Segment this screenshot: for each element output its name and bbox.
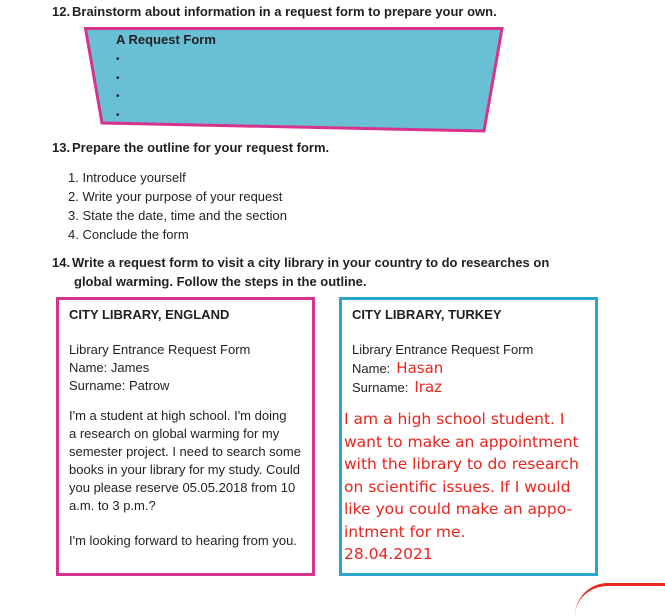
question-number: 12. [52,4,71,19]
handwritten-line: intment for me. [344,522,466,541]
letter-line: you please reserve 05.05.2018 from 10 [69,480,296,495]
england-form-box [56,297,315,576]
letter-line: I'm a student at high school. I'm doing [69,408,287,423]
box-title: CITY LIBRARY, TURKEY [352,307,502,322]
handwritten-name: Hasan [396,359,444,377]
name-line: Name: James [69,360,150,375]
brainstorm-title: A Request Form [116,32,216,47]
outline-item: 3. State the date, time and the section [68,208,287,223]
name-label: Name: [352,361,391,376]
question-number: 14. [52,255,71,270]
bullet-item: • [116,91,120,102]
outline-item: 4. Conclude the form [68,227,189,242]
turkey-form-box [339,297,598,576]
surname-line [352,378,533,397]
question-13 [52,138,329,157]
question-text: Prepare the outline for your request form. [72,140,330,155]
letter-line: a research on global warming for my [69,426,280,441]
handwritten-line: like you could make an appo- [344,500,573,518]
handwritten-date: 28.04.2021 [344,545,433,563]
form-title: Library Entrance Request Form [69,342,251,357]
outline-item: 1. Introduce yourself [68,170,186,185]
handwritten-letter [344,408,596,566]
surname-label: Surname: [352,380,409,395]
outline-item: 2. Write your purpose of your request [68,189,283,204]
outline-list [68,168,287,244]
letter-body [69,407,307,515]
brainstorm-bullets [116,51,120,125]
form-header [352,341,533,397]
question-text-line2: global warming. Follow the steps in the outline. [74,274,367,289]
question-number: 13. [52,140,71,155]
handwritten-line: want to make an appointment [344,432,579,451]
question-text: Brainstorm about information in a request form to prepare your own. [72,4,497,19]
letter-closing: I'm looking forward to hearing from you. [69,533,297,548]
form-title: Library Entrance Request Form [352,342,534,357]
letter-line: books in your library for my study. Could [69,462,300,477]
question-text-line1: Write a request form to visit a city library in your country to do researches on [72,255,550,270]
form-header [69,341,250,395]
question-12 [52,2,497,21]
handwritten-surname: Iraz [414,378,443,396]
surname-line: Surname: Patrow [69,378,170,393]
box-title: CITY LIBRARY, ENGLAND [69,307,230,322]
bullet-item: • [116,54,120,65]
handwritten-line: I am a high school student. I [344,410,565,428]
letter-line: semester project. I need to search some [69,444,301,459]
letter-line: a.m. to 3 p.m.? [69,498,156,513]
decorative-corner-arc [575,583,665,616]
bullet-item: • [116,72,120,84]
question-14 [52,253,612,291]
handwritten-line: with the library to do research [344,455,579,473]
name-line [352,359,533,378]
bullet-item: • [116,109,120,121]
brainstorm-box [84,27,504,133]
handwritten-line: on scientific issues. If I would [344,477,571,496]
